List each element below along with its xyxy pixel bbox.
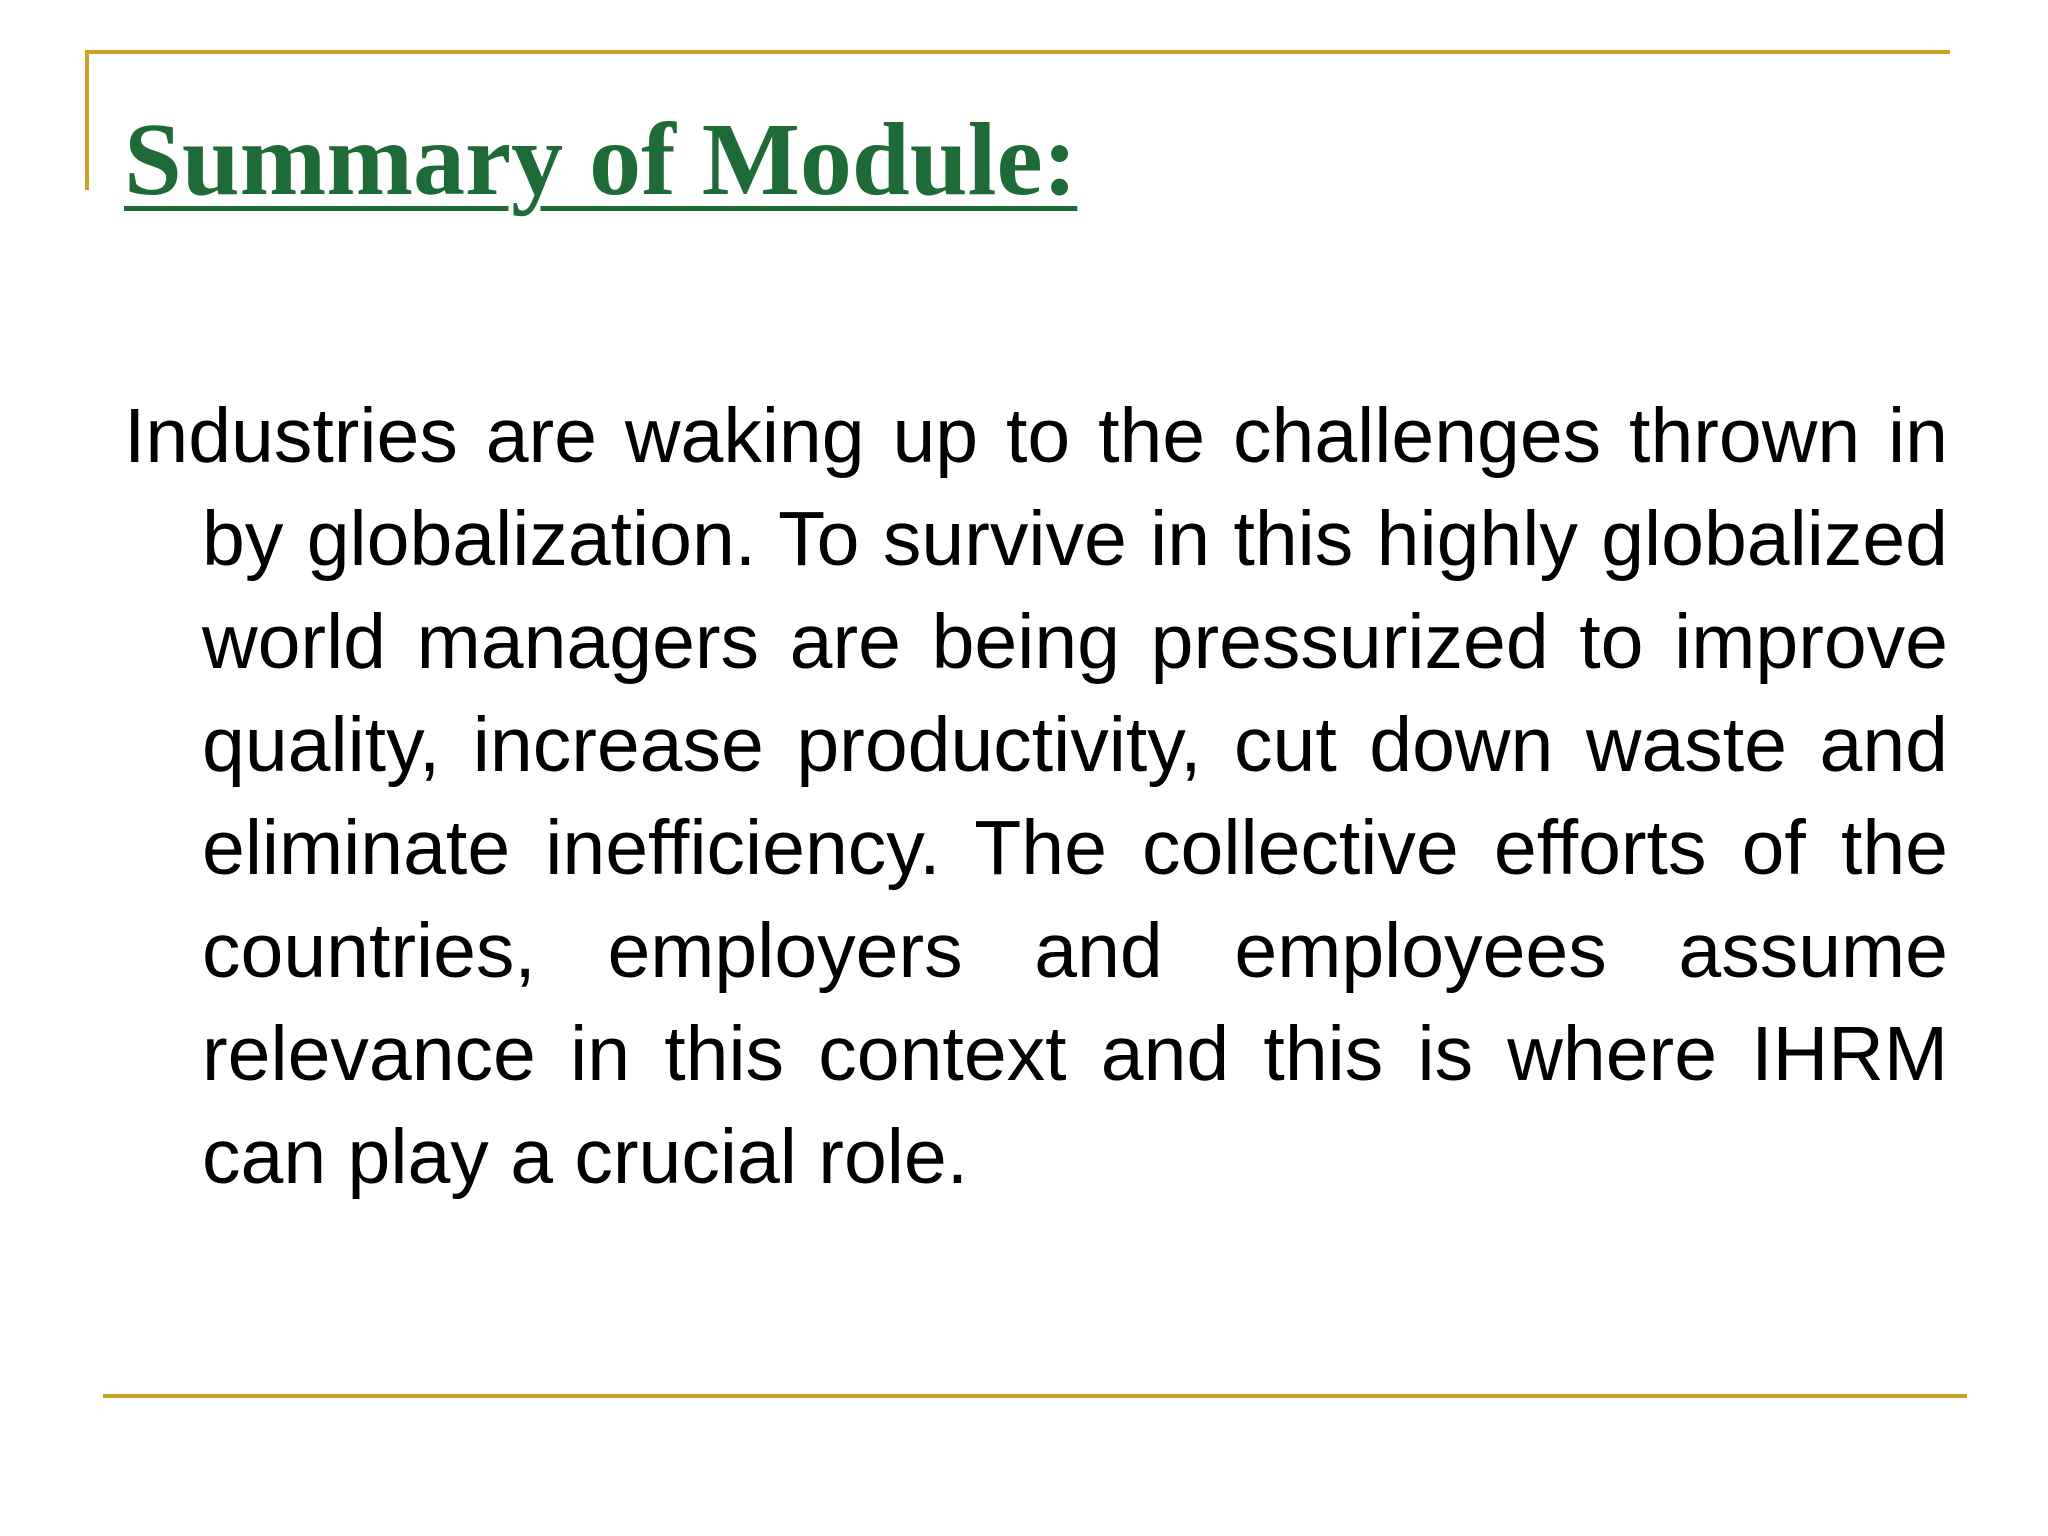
top-divider xyxy=(87,50,1950,54)
slide-body-text: Industries are waking up to the challenges thrown in by globalization. To survive in this highly globalized world managers are being pressurized to improve quality, increase productivity, cut down waste and eliminate inefficiency. The collective efforts of the countries, employers and employees assume relevance in this context and this is where IHRM can play a crucial role. xyxy=(124,393,1948,1200)
slide-title: Summary of Module: xyxy=(124,102,1078,217)
bottom-divider xyxy=(103,1394,1967,1398)
left-divider xyxy=(85,50,89,190)
